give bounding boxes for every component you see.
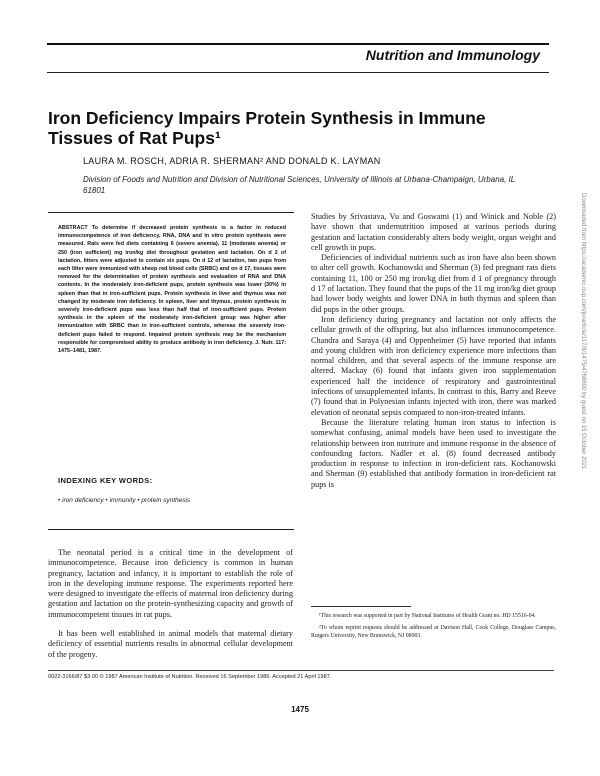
footnote: ²To whom reprint requests should be addressed at Davison Hall, Cook College, Douglass Campus, Rutgers University, New Brunswick, NJ 08903. xyxy=(311,625,556,639)
body-paragraph: Studies by Srivastava, Vu and Goswami (1) and Winick and Noble (2) have shown that undernutrition imposed at various periods during gestation and lactation considerably alters body weight, organ weight and cell growth in pups. xyxy=(311,212,556,252)
body-paragraph: Iron deficiency during pregnancy and lactation not only affects the cellular growth of the offspring, but also influences immunocompetence. Chandra and Saraya (4) and Oppenheimer (5) have reported that infants and young children with iron deficiency experience more infections than normal children, and that several aspects of the immune response are altered. Mackay (6) found that infants given iron supplementation experienced half the incidence of respiratory and gastrointestinal infections of unsupplemented infants. In contrast to this, Barry and Reeve (7) found that in Polynesian infants injected with iron, there was marked elevation of neonatal sepsis compared to non-iron-treated infants. xyxy=(311,314,556,417)
section-title: Nutrition and Immunology xyxy=(365,47,540,63)
body-paragraph: The neonatal period is a critical time in the development of immunocompetence. Because iron deficiency is common in human pregnancy, lactation and infancy, it is important to establish the role of iron in the developing immune response. The experiments reported here were designed to investigate the effects of maternal iron deficiency during gestation and lactation on the protein-synthesizing capacity and growth of immunocompetent tissues in rat pups. xyxy=(48,548,293,619)
footnote: ¹This research was supported in part by National Institutes of Health Grant no. HD 15516-04. xyxy=(319,613,536,619)
body-right-column xyxy=(311,212,556,490)
keywords-list: • iron deficiency • immunity • protein synthesis xyxy=(58,497,191,504)
header-rule xyxy=(47,43,549,45)
header-subrule xyxy=(47,72,549,73)
download-watermark: Downloaded from https://academic.oup.com/jn/article/117/8/1475/4768600 by guest on 15 October 2021 xyxy=(580,193,586,470)
footnotes xyxy=(311,612,556,644)
footnote-rule xyxy=(311,606,411,607)
footer-rule xyxy=(48,670,554,671)
abstract xyxy=(58,224,286,355)
abstract-label: ABSTRACT xyxy=(58,225,88,231)
keywords-title: INDEXING KEY WORDS: xyxy=(58,476,153,485)
body-paragraph: It has been well established in animal models that maternal dietary deficiency of essential nutrients results in abnormal cellular development of the progeny. xyxy=(48,629,293,659)
page-number: 1475 xyxy=(291,705,309,714)
body-left-column xyxy=(48,548,293,660)
article-title: Iron Deficiency Impairs Protein Synthesis in Immune Tissues of Rat Pups¹ xyxy=(48,108,486,148)
copyright-line: 0022-3166/87 $3.00 © 1987 American Institute of Nutrition. Received 16 September 1986. Accepted 21 April 1987. xyxy=(48,674,332,680)
abstract-text: To determine if decreased protein synthesis is a factor in reduced immunocompetence of iron deficiency, RNA, DNA and in vitro protein synthesis were measured. Rats were fed diets containing 6 (severe anemia), 11 (moderate anemia) or 250 (iron sufficient) mg iron/kg diet throughout gestation and lactation. On d 2 of lactation, litters were adjusted to contain six pups. On d 12 of lactation, two pups from each litter were immunized with sheep red blood cells (SRBC) and on d 17, tissues were removed for the determination of protein synthesis and evaluation of RNA and DNA contents. In the moderately iron-deficient pups, protein synthesis was lower (30%) in spleen than that in iron-sufficient pups. Protein synthesis in liver and thymus was not changed by moderate iron deficiency. In spleen, liver and thymus, protein synthesis in severely iron-deficient pups was less than half that of iron-sufficient pups. Protein synthesis in the spleen of the moderately iron-deficient group was higher after immunization with SRBC than in iron-sufficient controls, whereas the severely iron-deficient pups failed to respond. Impaired protein synthesis may be the mechanism responsible for compromised ability to produce antibody in iron deficiency. J. Nutr. 117: 1475–1481, 1987. xyxy=(58,225,287,355)
author-list: LAURA M. ROSCH, ADRIA R. SHERMAN² AND DONALD K. LAYMAN xyxy=(83,156,381,166)
affiliation: Division of Foods and Nutrition and Division of Nutritional Sciences, University of Illinois at Urbana-Champaign, Urbana, IL 61801 xyxy=(83,175,516,195)
body-paragraph: Because the literature relating human iron status to infection is somewhat confusing, animal models have been used to investigate the relationship between iron nutriture and immune response in the absence of confounding factors. Nadler et al. (8) found decreased antibody production in response to infection in iron-deficient rats. Kochanowski and Sherman (9) established that antibody formation in iron-deficient rat pups is xyxy=(311,417,556,489)
body-paragraph: Deficiencies of individual nutrients such as iron have also been shown to alter cell growth. Kochanowski and Sherman (3) fed pregnant rats diets containing 11, 100 or 250 mg iron/kg diet from d 1 of pregnancy through d 17 of lactation. They found that the pups of the 11 mg iron/kg diet group had lower body weights and lower DNA in both thymus and spleen than did pups in the other groups. xyxy=(311,253,556,314)
